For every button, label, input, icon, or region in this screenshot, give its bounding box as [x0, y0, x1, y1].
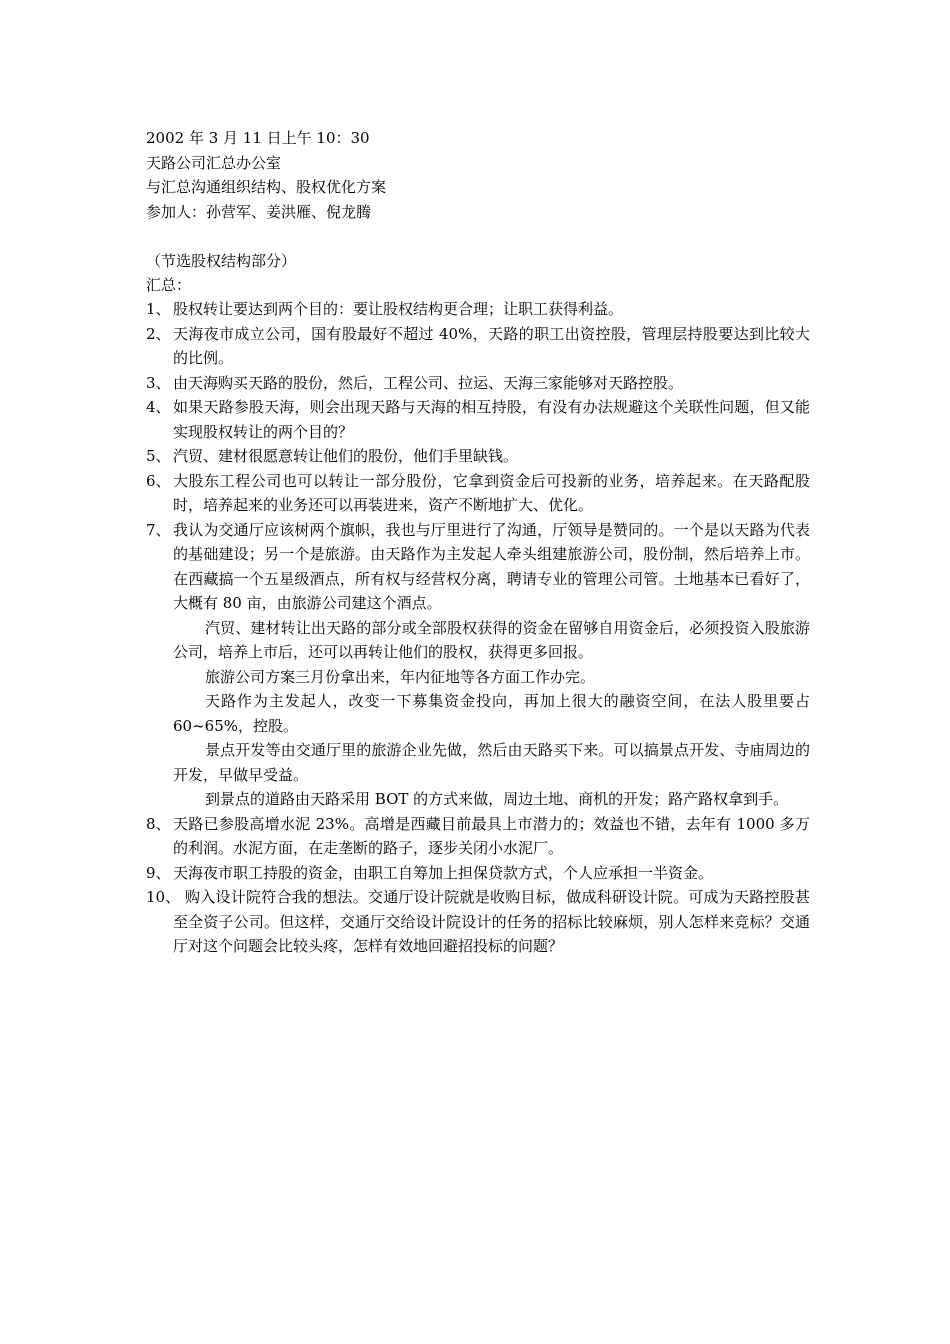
list-item-number: 2、 [146, 324, 171, 343]
list-item-paragraph: 股权转让要达到两个目的：要让股权结构更合理；让职工获得利益。 [173, 300, 624, 318]
list-item [146, 518, 810, 812]
list-item-paragraph: 天海夜市职工持股的资金，由职工自筹加上担保贷款方式，个人应承担一半资金。 [173, 863, 714, 882]
list-item-number: 9、 [146, 863, 171, 882]
list-item-paragraph: 如果天路参股天海，则会出现天路与天海的相互持股，有没有办法规避这个关联性问题，但又能实现股权转让的两个目的？ [173, 398, 810, 441]
numbered-list [146, 297, 810, 959]
list-item [146, 861, 810, 886]
list-item [146, 395, 810, 444]
list-item-number: 4、 [146, 398, 171, 416]
list-item-paragraph: 由天海购买天路的股份，然后，工程公司、拉运、天海三家能够对天路控股。 [173, 373, 684, 392]
list-item-paragraph: 汽贸、建材很愿意转让他们的股份，他们手里缺钱。 [173, 447, 519, 465]
list-item [146, 885, 810, 959]
list-item-number: 1、 [146, 300, 171, 318]
speaker-label: 汇总： [146, 276, 192, 294]
list-item-paragraph: 天海夜市成立公司，国有股最好不超过 40%，天路的职工出资控股，管理层持股要达到比较大的比例。 [173, 324, 810, 367]
list-item [146, 371, 810, 396]
list-item-number: 6、 [146, 471, 171, 490]
meeting-datetime: 2002 年 3 月 11 日上午 10：30 [146, 129, 370, 147]
list-item-paragraph: 天路作为主发起人，改变一下募集资金投向，再加上很大的融资空间，在法人股里要占 60~65%，控股。 [173, 692, 810, 735]
list-item-paragraph: 大股东工程公司也可以转让一部分股份，它拿到资金后可投新的业务，培养起来。在天路配股时，培养起来的业务还可以再装进来，资产不断地扩大、优化。 [173, 471, 810, 514]
meeting-location: 天路公司汇总办公室 [146, 153, 282, 172]
list-item-paragraph: 景点开发等由交通厅里的旅游企业先做，然后由天路买下来。可以搞景点开发、寺庙周边的开发，早做早受益。 [173, 741, 810, 784]
list-item-number: 7、 [146, 520, 171, 539]
list-item-paragraph: 购入设计院符合我的想法。交通厅设计院就是收购目标，做成科研设计院。可成为天路控股甚至全资子公司。但这样，交通厅交给设计院设计的任务的招标比较麻烦，别人怎样来竞标？交通厅对这个问题会比较头疼，怎样有效地回避招投标的问题？ [173, 888, 810, 955]
list-item [146, 469, 810, 518]
list-item [146, 322, 810, 371]
list-item-paragraph: 汽贸、建材转让出天路的部分或全部股权获得的资金在留够自用资金后，必须投资入股旅游公司，培养上市后，还可以再转让他们的股权，获得更多回报。 [173, 618, 810, 661]
meeting-header [146, 126, 826, 224]
list-item-paragraph: 天路已参股高增水泥 23%。高增是西藏目前最具上市潜力的；效益也不错，去年有 1000 多万的利润。水泥方面，在走垄断的路子，逐步关闭小水泥厂。 [173, 814, 810, 857]
list-item-number: 10、 [146, 888, 181, 906]
list-item-number: 3、 [146, 373, 171, 392]
list-item-paragraph: 旅游公司方案三月份拿出来，年内征地等各方面工作办完。 [205, 667, 596, 686]
list-item-paragraph: 我认为交通厅应该树两个旗帜，我也与厅里进行了沟通，厅领导是赞同的。一个是以天路为代表的基础建设；另一个是旅游。由天路作为主发起人牵头组建旅游公司，股份制，然后培养上市。在西藏搞一个五星级酒点，所有权与经营权分离，聘请专业的管理公司管。土地基本已看好了，大概有 80 亩，由旅游公司建这个酒点。 [173, 520, 810, 612]
list-item-paragraph: 到景点的道路由天路采用 BOT 的方式来做，周边土地、商机的开发；路产路权拿到手。 [205, 790, 789, 808]
section-note: （节选股权结构部分） [146, 252, 297, 270]
list-item-number: 5、 [146, 447, 171, 465]
list-item [146, 297, 810, 322]
meeting-attendees: 参加人：孙营军、姜洪雁、倪龙腾 [146, 202, 372, 221]
meeting-topic: 与汇总沟通组织结构、股权优化方案 [146, 178, 387, 196]
list-item [146, 812, 810, 861]
list-item-number: 8、 [146, 814, 171, 833]
list-item [146, 444, 810, 469]
